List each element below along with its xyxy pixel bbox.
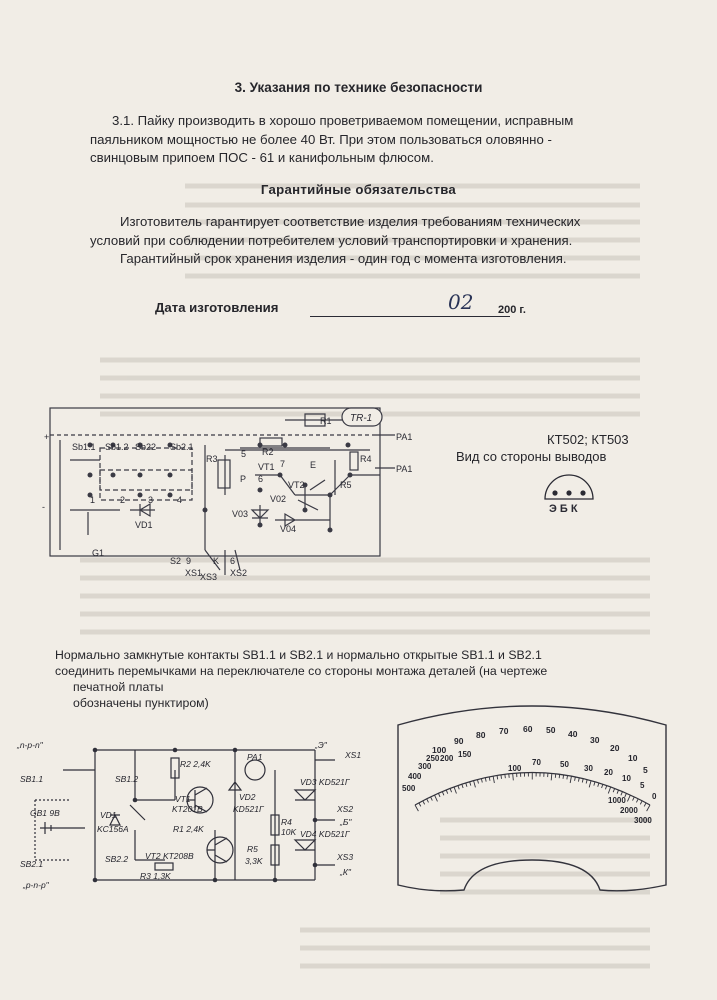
circuit-vd1: VD1 xyxy=(100,810,117,820)
upper-scale-4: 60 xyxy=(523,724,533,734)
meter-tick xyxy=(438,793,440,797)
meter-tick xyxy=(423,801,425,805)
pcb-pa1-top: PA1 xyxy=(396,432,413,442)
circuit-r3: R3 1,3K xyxy=(140,871,171,881)
warranty-line-1: Изготовитель гарантирует соответствие изделия требованиям технических xyxy=(120,214,581,229)
meter-tick xyxy=(462,784,463,788)
lower-scale-3: 250 xyxy=(426,754,440,763)
pcb-vd1: VD1 xyxy=(135,520,153,530)
section-title: 3. Указания по технике безопасности xyxy=(234,80,483,95)
pcb-pa1-bottom: PA1 xyxy=(396,464,413,474)
pcb-vt1: VT1 xyxy=(258,462,275,472)
pcb-e: E xyxy=(310,460,317,470)
meter-tick xyxy=(575,777,576,781)
meter-tick xyxy=(477,780,478,784)
meter-tick xyxy=(435,795,438,801)
lower-scale-6: 100 xyxy=(508,764,522,773)
lower-scale-1: 400 xyxy=(408,772,422,781)
meter-tick xyxy=(578,778,579,782)
pcb-v04: V04 xyxy=(280,524,297,534)
pcb-c2: 2 xyxy=(120,495,126,505)
pcb-r5: R5 xyxy=(340,480,352,490)
meter-tick xyxy=(419,803,421,807)
transistor-pin-labels: Э Б К xyxy=(549,503,578,515)
pcb-c5: 5 xyxy=(241,449,247,459)
outer-scale-0: 1000 xyxy=(608,796,626,805)
circuit-sb12: SB1.2 xyxy=(115,774,139,784)
handwritten-date: 02 xyxy=(448,290,474,314)
meter-tick xyxy=(442,792,444,796)
pcb-r4: R4 xyxy=(360,454,372,464)
meter-tick xyxy=(474,781,476,788)
pcb-v02: V02 xyxy=(270,494,287,504)
transistor-pinout xyxy=(535,465,605,515)
lower-scale-9: 30 xyxy=(584,764,593,773)
meter-tick xyxy=(481,779,482,783)
circuit-kc156: KC156A xyxy=(97,824,129,834)
circuit-xs2: XS2 xyxy=(337,804,354,814)
circuit-term-b: „Б" xyxy=(340,817,352,827)
circuit-vd3: VD3 KD521Г xyxy=(300,777,350,787)
circuit-kt201: KT201B xyxy=(172,804,203,814)
circuit-vt1: VT1 xyxy=(175,794,191,804)
circuit-xs3: XS3 xyxy=(337,852,354,862)
lower-scale-8: 50 xyxy=(560,760,569,769)
outer-scale-2: 3000 xyxy=(634,816,652,825)
circuit-r2: R2 2,4K xyxy=(180,759,211,769)
warranty-title: Гарантийные обязательства xyxy=(260,182,457,197)
meter-tick xyxy=(589,781,591,788)
meter-tick xyxy=(647,805,650,811)
upper-scale-9: 10 xyxy=(628,753,638,763)
circuit-r5-value: 3,3K xyxy=(245,856,263,866)
transistor-types: КТ502; КТ503 xyxy=(547,432,629,447)
meter-tick xyxy=(551,773,552,780)
meter-tick xyxy=(559,774,560,778)
circuit-sb21: SB2.1 xyxy=(20,859,44,869)
upper-scale-8: 20 xyxy=(610,743,620,753)
circuit-term-e: „Э" xyxy=(315,740,327,750)
circuit-pnp: „p-n-p" xyxy=(23,880,49,890)
lower-scale-7: 70 xyxy=(532,758,541,767)
pcb-p: P xyxy=(240,474,247,484)
meter-tick xyxy=(415,805,418,811)
circuit-sb11: SB1.1 xyxy=(20,774,44,784)
meter-tick xyxy=(466,783,467,787)
pcb-c4: 4 xyxy=(177,495,183,505)
pcb-v03: V03 xyxy=(232,509,249,519)
meter-tick xyxy=(602,784,603,788)
outer-scale-1: 2000 xyxy=(620,806,638,815)
safety-line-1: 3.1. Пайку производить в хорошо проветриваемом помещении, исправным xyxy=(112,113,574,128)
lower-scale-11: 10 xyxy=(622,774,631,783)
meter-tick xyxy=(633,797,635,801)
meter-tick xyxy=(470,782,471,786)
safety-line-3: свинцовым припоем ПОС - 61 и канифольным флюсом. xyxy=(90,150,434,165)
circuit-kd521-2: KD521Г xyxy=(233,804,264,814)
circuit-r4-value: 10K xyxy=(281,827,297,837)
meter-tick xyxy=(586,780,587,784)
pcb-vt2: VT2 xyxy=(288,480,305,490)
meter-tick xyxy=(505,774,506,778)
meter-tick xyxy=(567,775,568,779)
manufacture-date-line xyxy=(310,316,510,317)
pcb-c3: 3 xyxy=(148,495,154,505)
meter-tick xyxy=(627,795,630,801)
lower-scale-0: 500 xyxy=(402,784,416,793)
meter-tick xyxy=(613,788,614,792)
warranty-line-2: условий при соблюдении потребителем условий транспортировки и хранения. xyxy=(90,232,573,248)
upper-scale-7: 30 xyxy=(590,735,600,745)
meter-tick xyxy=(450,788,451,792)
pcb-c6: 6 xyxy=(258,474,264,484)
pcb-s6: 6 xyxy=(230,556,236,566)
meter-tick xyxy=(570,776,571,783)
warranty-text xyxy=(90,213,670,250)
meter-tick xyxy=(617,790,618,794)
upper-scale-6: 40 xyxy=(568,729,578,739)
warranty-period: Гарантийный срок хранения изделия - один год с момента изготовления. xyxy=(120,251,567,266)
pcb-sb21: Sb2.1 xyxy=(170,442,194,452)
pcb-sb12: Sb1.2 xyxy=(105,442,129,452)
meter-tick xyxy=(598,783,599,787)
pcb-g1: G1 xyxy=(92,548,105,558)
pcb-s9: 9 xyxy=(186,556,192,566)
upper-scale-0: 100 xyxy=(432,745,447,755)
note-line-3: печатной платы xyxy=(73,680,164,694)
pcb-sb22: Sb22 xyxy=(135,442,157,452)
circuit-vd4: VD4 KD521Г xyxy=(300,829,350,839)
pcb-tag-text: TR-1 xyxy=(350,413,373,424)
pcb-drawing xyxy=(30,400,440,580)
meter-tick xyxy=(621,792,623,796)
circuit-r1: R1 2,4K xyxy=(173,824,204,834)
meter-tick xyxy=(446,790,448,794)
circuit-npn-top: „n-p-n" xyxy=(17,740,43,750)
pcb-minus: - xyxy=(42,502,45,512)
lower-scale-10: 20 xyxy=(604,768,613,777)
circuit-vt2: VT2 KT208B xyxy=(145,851,194,861)
pcb-c7: 7 xyxy=(280,459,286,469)
upper-scale-10: 5 xyxy=(643,765,648,775)
pcb-r1: R1 xyxy=(320,416,332,426)
meter-tick xyxy=(493,776,494,783)
pcb-xs2: XS2 xyxy=(230,568,248,578)
pcb-xs1: XS1 xyxy=(185,568,203,578)
meter-tick xyxy=(563,775,564,779)
meter-tick xyxy=(582,779,583,783)
pcb-sb11: Sb1.1 xyxy=(72,442,96,452)
meter-tick xyxy=(636,799,638,803)
pcb-r3: R3 xyxy=(206,454,218,464)
circuit-r5: R5 xyxy=(247,844,258,854)
upper-scale-5: 50 xyxy=(546,725,556,735)
circuit-sb22: SB2.2 xyxy=(105,854,129,864)
pcb-plus: + xyxy=(44,432,50,442)
meter-tick xyxy=(489,777,490,781)
meter-tick xyxy=(594,782,595,786)
circuit-r4: R4 xyxy=(281,817,292,827)
meter-tick xyxy=(427,799,429,803)
pcb-sk: K xyxy=(213,556,220,566)
meter-tick xyxy=(485,778,486,782)
meter-tick xyxy=(608,787,610,794)
safety-line-2: паяльником мощностью не более 40 Вт. При этом пользоваться оловянно - xyxy=(90,131,552,147)
meter-tick xyxy=(431,797,433,801)
meter-scale xyxy=(390,695,675,910)
lower-scale-5: 150 xyxy=(458,750,472,759)
circuit-vd2: VD2 xyxy=(239,792,256,802)
meter-tick xyxy=(454,787,456,794)
pcb-r2: R2 xyxy=(262,447,274,457)
upper-scale-2: 80 xyxy=(476,730,486,740)
lower-scale-13: 0 xyxy=(652,792,657,801)
meter-tick xyxy=(640,801,642,805)
upper-scale-1: 90 xyxy=(454,736,464,746)
pcb-xs3: XS3 xyxy=(200,572,218,580)
note-line-2: соединить перемычками на переключателе со стороны монтажа деталей (на чертеже xyxy=(55,664,548,678)
upper-scale-3: 70 xyxy=(499,726,509,736)
lower-scale-2: 300 xyxy=(418,762,432,771)
lower-scale-12: 5 xyxy=(640,781,645,790)
pcb-c1: 1 xyxy=(90,495,96,505)
pcb-s2: S2 xyxy=(170,556,182,566)
circuit-pa1: PA1 xyxy=(247,752,263,762)
pcb-tag xyxy=(342,408,382,426)
manufacture-year: 200 г. xyxy=(498,304,526,316)
meter-tick xyxy=(605,786,606,790)
lower-scale-4: 200 xyxy=(440,754,454,763)
note-line-4: обозначены пунктиром) xyxy=(73,696,209,710)
meter-tick xyxy=(497,775,498,779)
safety-paragraph xyxy=(90,112,670,168)
transistor-view-caption: Вид со стороны выводов xyxy=(456,449,607,464)
circuit-gb1: GB1 9B xyxy=(30,808,60,818)
note-line-1: Нормально замкнутые контакты SB1.1 и SB2.1 и нормально открытые SB1.1 и SB2.1 xyxy=(55,648,542,662)
meter-tick xyxy=(513,773,514,780)
circuit-term-k: „К" xyxy=(340,867,351,877)
circuit-schematic xyxy=(15,740,380,900)
manufacture-date-label: Дата изготовления xyxy=(155,300,279,315)
meter-tick xyxy=(644,803,646,807)
meter-tick xyxy=(501,775,502,779)
circuit-xs1: XS1 xyxy=(345,750,362,760)
meter-tick xyxy=(458,786,459,790)
